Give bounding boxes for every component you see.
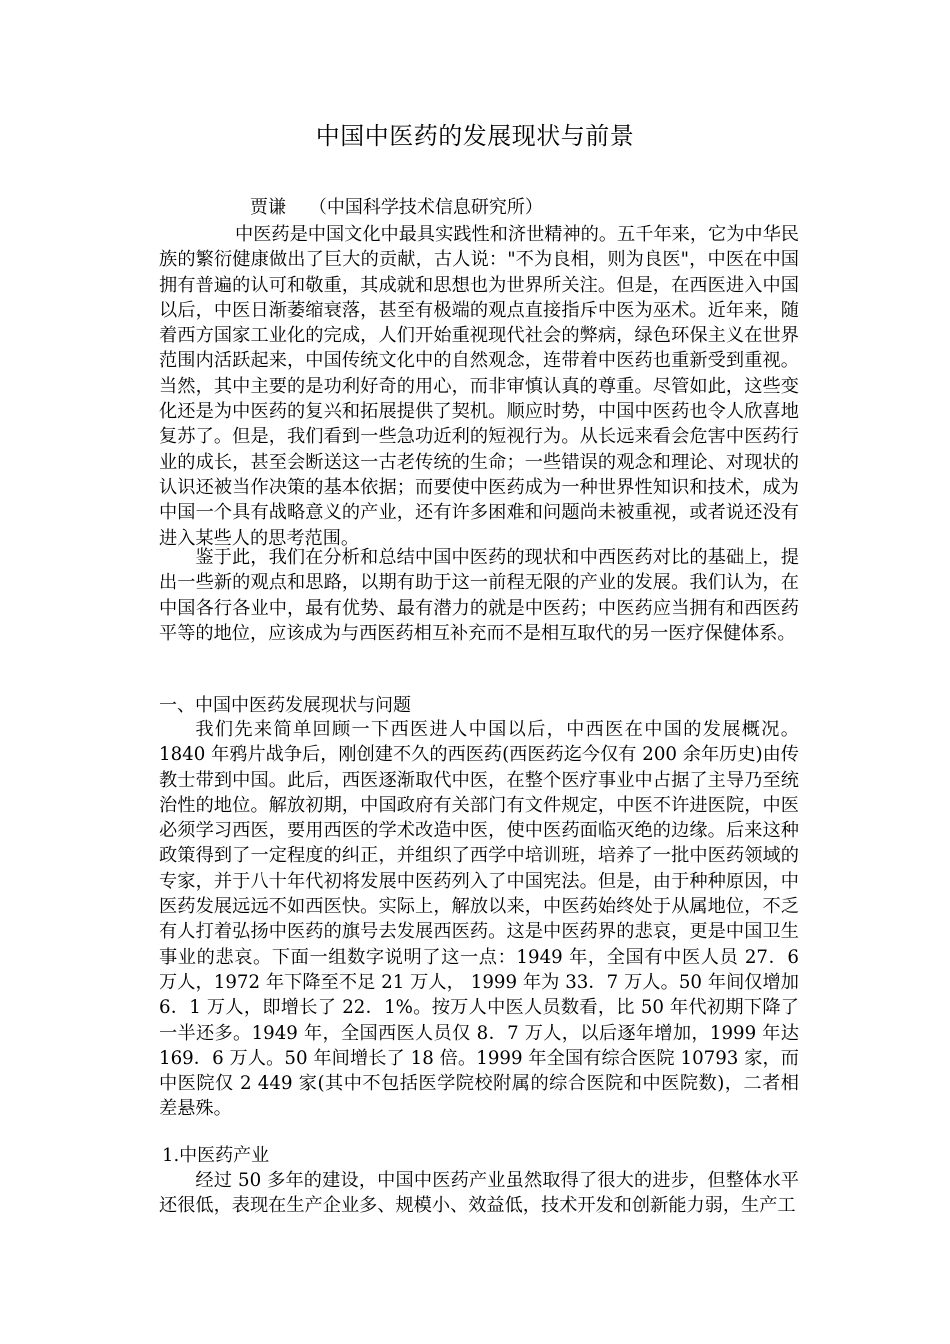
purpose-paragraph: 鉴于此，我们在分析和总结中国中医药的现状和中西医药对比的基础上，提出一些新的观点和思路，以期有助于这一前程无限的产业的发展。我们认为，在中国各行各业中，最有优势、最有潜力的就是中医药；中医药应当拥有和西医药平等的地位，应该成为与西医药相互补充而不是相互取代的另一医疗保健体系。 — [159, 547, 799, 644]
section-heading: 一、中国中医药发展现状与问题 — [159, 695, 411, 716]
author-line: 贾谦 （中国科学技术信息研究所） — [250, 197, 543, 218]
history-paragraph: 我们先来简单回顾一下西医进人中国以后，中西医在中国的发展概况。1840 年鸦片战争后，刚创建不久的西医药(西医药迄今仅有 200 余年历史)由传教士带到中国。此后，西医逐渐取代中医，在整个医疗事业中占据了主导乃至统治性的地位。解放初期，中国政府有关部门有文件规定，中医不许进医院，中医必须学习西医，要用西医的学术改造中医，使中医药面临灭绝的边缘。后来这种政策得到了一定程度的纠正，并组织了西学中培训班，培养了一批中医药领域的专家，并于八十年代初将发展中医药列入了中国宪法。但是，由于种种原因，中医药发展远远不如西医快。实际上，解放以来，中医药始终处于从属地位，不乏有人打着弘扬中医药的旗号去发展西医药。这是中医药界的悲哀，更是中国卫生事业的悲哀。下面一组数字说明了这一点：1949 年，全国有中医人员 27．6 万人，1972 年下降至不足 21 万人， 1999 年为 33．7 万人。50 年间仅增加 6．1 万人，即增长了 22．1%。按万人中医人员数看，比 50 年代初期下降了一半还多。1949 年，全国西医人员仅 8．7 万人，以后逐年增加，1999 年达 169．6 万人。50 年间增长了 18 倍。1999 年全国有综合医院 10793 家，而中医院仅 2 449 家(其中不包括医学院校附属的综合医院和中医院数)，二者相差悬殊。 — [159, 719, 799, 1120]
intro-paragraph: 中医药是中国文化中最具实践性和济世精神的。五千年来，它为中华民族的繁衍健康做出了巨大的贡献，古人说："不为良相，则为良医"，中医在中国拥有普遍的认可和敬重，其成就和思想也为世界所关注。但是，在西医进入中国以后，中医日渐萎缩衰落，甚至有极端的观点直接指斥中医为巫术。近年来，随着西方国家工业化的完成，人们开始重视现代社会的弊病，绿色环保主义在世界范围内活跃起来，中国传统文化中的自然观念，连带着中医药也重新受到重视。当然，其中主要的是功利好奇的用心，而非审慎认真的尊重。尽管如此，这些变化还是为中医药的复兴和拓展提供了契机。顺应时势，中国中医药也令人欣喜地复苏了。但是，我们看到一些急功近利的短视行为。从长远来看会危害中医药行业的成长，甚至会断送这一古老传统的生命；一些错误的观念和理论、对现状的认识还被当作决策的基本依据；而要使中医药成为一种世界性知识和技术，成为中国一个具有战略意义的产业，还有许多困难和问题尚未被重视，或者说还没有进入某些人的思考范围。 — [159, 224, 799, 549]
document-title: 中国中医药的发展现状与前景 — [315, 122, 635, 150]
industry-paragraph: 经过 50 多年的建设，中国中医药产业虽然取得了很大的进步，但整体水平还很低，表现在生产企业多、规模小、效益低，技术开发和创新能力弱，生产工 — [159, 1170, 799, 1217]
subsection-heading: 1.中医药产业 — [162, 1145, 270, 1166]
